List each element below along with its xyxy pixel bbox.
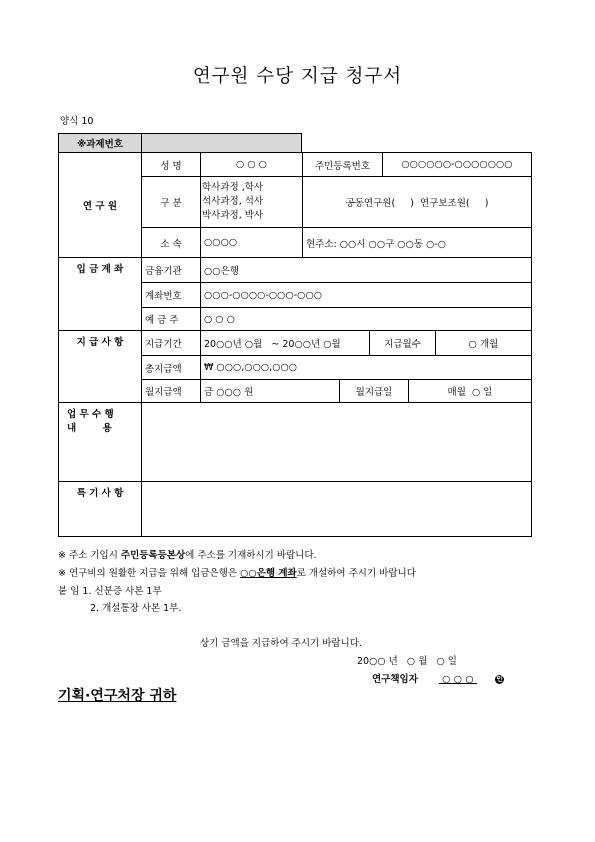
duties-field[interactable]	[141, 402, 532, 482]
bank-field[interactable]: ○○은행	[200, 257, 532, 283]
seal-mark-icon: 인	[496, 675, 504, 683]
account-holder-label: 예 금 주	[141, 307, 201, 331]
date-line: 20○○ 년 ○ 월 ○ 일	[357, 656, 457, 667]
duties-label-line1: 업 무 수 행	[67, 409, 114, 420]
category-label: 구 분	[141, 176, 201, 228]
resident-number-field[interactable]: ○○○○○○-○○○○○○○	[382, 152, 532, 177]
request-text: 상기 금액을 지급하여 주시기 바랍니다.	[200, 638, 362, 649]
note-bank-emphasis: ○○은행 계좌	[240, 568, 297, 579]
monthly-payday-field[interactable]: 매월 ○ 일	[408, 379, 532, 403]
payment-section-label: 지 급 사 항	[58, 330, 142, 403]
document-title: 연구원 수당 지급 청구서	[192, 66, 403, 87]
attachment-2: 2. 개설통장 사본 1부.	[90, 603, 182, 614]
monthly-amount-field[interactable]: 금 ○○○ 원	[200, 379, 340, 403]
project-number-label: ※과제번호	[58, 133, 142, 153]
account-number-label: 계좌번호	[141, 282, 201, 308]
payment-period-field[interactable]: 20○○년 ○월 ~ 20○○년 ○월	[200, 330, 370, 356]
remarks-label: 특 기 사 항	[58, 481, 142, 537]
signer-name[interactable]: ○ ○ ○	[438, 674, 477, 685]
form-number: 양식 10	[60, 116, 94, 127]
resident-number-label: 주민등록번호	[302, 152, 383, 177]
researcher-role-options[interactable]: 공동연구원( ) 연구보조원( )	[302, 176, 532, 228]
attachment-1: 붙 임 1. 신분증 사본 1부	[58, 586, 162, 597]
affiliation-label: 소 속	[141, 227, 201, 258]
note-address	[58, 547, 317, 561]
signer-label: 연구책임자	[372, 674, 418, 685]
degree-course-options[interactable]: 학사과정 ,학사 석사과정, 석사 박사과정, 박사	[200, 176, 303, 228]
account-number-field[interactable]: ○○○-○○○○-○○○-○○○	[200, 282, 532, 308]
bank-label: 금융기관	[141, 257, 201, 283]
note-bank-text-a: ※ 연구비의 원활한 지급을 위해 입금은행은	[58, 568, 241, 579]
address-field[interactable]: 현주소: ○○시 ○○구 ○○동 ○-○	[302, 227, 532, 258]
note-address-text-c: 에 주소를 기재하시기 바랍니다.	[185, 550, 317, 561]
total-amount-label: 총지급액	[141, 355, 201, 380]
note-bank-text-c: 로 개설하여 주시기 바랍니다	[296, 568, 416, 579]
account-holder-field[interactable]: ○ ○ ○	[200, 307, 532, 331]
name-label: 성 명	[141, 152, 201, 177]
addressee: 기획·연구처장 귀하	[58, 688, 177, 704]
note-bank	[58, 565, 416, 579]
deposit-section-label: 입 금 계 좌	[58, 257, 142, 331]
duties-label	[58, 402, 142, 482]
project-number-field[interactable]	[141, 133, 302, 153]
payment-months-label: 지급월수	[369, 330, 436, 356]
name-field[interactable]: ○ ○ ○	[200, 152, 303, 177]
total-amount-field[interactable]: ₩ ○○○,○○○,○○○	[200, 355, 532, 380]
signature-line	[372, 671, 504, 685]
payment-period-label: 지급기간	[141, 330, 201, 356]
duties-label-line2: 내 용	[67, 423, 112, 434]
note-address-emphasis: 주민등록등본상	[120, 550, 186, 561]
remarks-field[interactable]	[141, 481, 532, 537]
payment-months-field[interactable]: ○ 개월	[435, 330, 532, 356]
affiliation-field[interactable]: ○○○○	[200, 227, 303, 258]
note-address-text-a: ※ 주소 기입시	[58, 550, 121, 561]
monthly-amount-label: 월지급액	[141, 379, 201, 403]
monthly-payday-label: 월지급일	[339, 379, 409, 403]
researcher-section-label: 연 구 원	[58, 152, 142, 258]
